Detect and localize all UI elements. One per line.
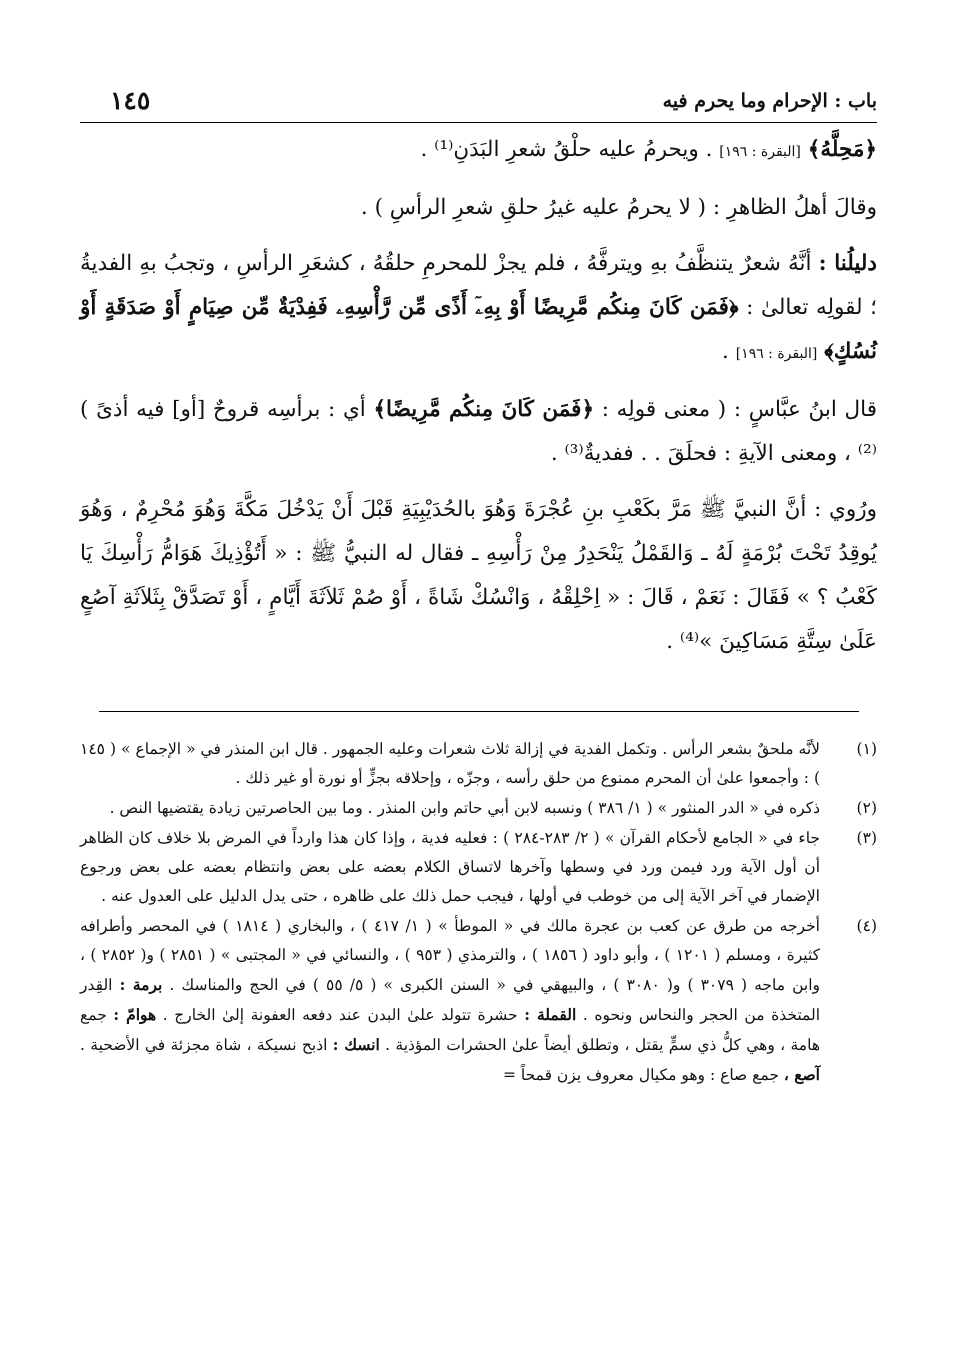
footnote xyxy=(80,794,877,823)
paragraph-2 xyxy=(80,186,877,230)
footnote-text: جاء في « الجامع لأحكام القرآن » ( ٢/ ٢٨٣-٢٨٤ ) : فعليه فدية ، وإذا كان هذا وارداً في المرض بلا خلاف كان الظاهر أن أول الآية ورد فيمن ورد في وسطها وآخرها لاتساق الكلام بعضه على بعض وانتظام بعضه على بعض ورجوع الإضمار في آخر الآية إلى من خوطب في أولها ، فيجب حمل ذلك على ظاهره ، حتى يدل الدليل على العدول عنه . xyxy=(80,829,821,905)
footnote xyxy=(80,824,877,911)
paragraph-1 xyxy=(80,128,877,174)
paragraph-5 xyxy=(80,488,877,664)
gloss-term: آصع ، xyxy=(783,1065,820,1084)
footnote-text: لأنَّه ملحقٌ بشعر الرأس . وتكمل الفدية في إزالة ثلاث شعرات وعليه الجمهور . قال ابن المنذر في « الإجماع » ( ١٤٥ ) : وأجمعوا علىٰ أن المحرم ممنوع من حلق رأسه ، وجزّه ، وإحلاقه بجزٍّ أو نورة أو غير ذلك . xyxy=(80,740,820,787)
paragraph-text: وقالَ أهلُ الظاهرِ : ( لا يحرمُ عليه غيرُ حلقِ شعرِ الرأسِ ) . xyxy=(360,195,877,220)
paragraph-text: أنَّهُ شعرٌ يتنظَّفُ بهِ ويترفَّهُ ، فلم يجزْ للمحرمِ حلقُهُ ، كشعَرِ الرأسِ ، وتجبُ بهِ الفديةُ ؛ لقولِه تعالىٰ : xyxy=(80,251,878,320)
page-number: ١٤٥ xyxy=(110,86,151,115)
gloss-definition: جمع صاع : وهو مكيال معروف يزن قمحاً = xyxy=(502,1066,784,1084)
page-header xyxy=(80,86,877,123)
gloss-term: هوامّ : xyxy=(113,1005,157,1024)
chapter-title: باب : الإحرام وما يحرم فيه xyxy=(662,90,877,112)
verse-reference: [البقرة : ١٩٦] xyxy=(735,346,818,362)
gloss-definition: اذبح نسيكة ، شاة مجزئة في الأضحية . xyxy=(80,1036,333,1054)
footnote xyxy=(80,735,877,793)
footnotes xyxy=(80,735,877,1091)
paragraph-3 xyxy=(80,242,877,376)
main-text xyxy=(80,128,877,676)
quran-verse: ﴿فَمَن كَانَ مِنكُم مَّرِيضًا﴾ xyxy=(373,397,595,422)
footnote-separator xyxy=(99,711,859,712)
gloss-definition: حشرة تتولد علىٰ البدن عند دفعه العفونة إلىٰ الخارج . xyxy=(162,1006,525,1024)
argument-lead: دليلُنا : xyxy=(818,251,878,276)
paragraph-text: . ويحرمُ عليه حلْقُ شعرِ البَدَنِ⁽¹⁾ . xyxy=(420,137,720,162)
gloss-term: القملة : xyxy=(524,1005,577,1024)
footnote-number: (١) xyxy=(856,740,877,758)
quran-verse: ﴿مَحِلَّهُ﴾ xyxy=(807,137,877,162)
verse-reference: [البقرة : ١٩٦] xyxy=(719,144,801,160)
footnote-number: (٢) xyxy=(856,799,877,817)
paragraph-4 xyxy=(80,388,877,476)
footnote-text: ذكره في « الدر المنثور » ( ١/ ٣٨٦ ) ونسبه لابن أبي حاتم وابن المنذر . وما بين الحاصرتين زيادة يقتضيها النص . xyxy=(109,799,820,817)
footnote-number: (٣) xyxy=(856,829,877,847)
gloss-definition: القِدر المتخذة من الحجر والنحاس ونحوه . xyxy=(80,976,821,1024)
paragraph-tail: . xyxy=(722,339,736,364)
hadith-text: ورُوي : أنَّ النبيَّ ﷺ مَرَّ بكَعْبِ بنِ عُجْرَةَ وَهُوَ بالحُدَيْبِيَةِ قَبْلَ أَنْ يَدْخُلَ مَكَّةَ وَهُوَ مُحْرِمٌ ، وَهُوَ يُوقِدُ تَحْتَ بُرْمَةٍ لَهُ ـ وَالقَمْلُ يَنْحَدِرُ مِنْ رَأْسِهِ ـ فقال له النبيُّ ﷺ : « أَتُؤْذِيكَ هَوَامُّ رَأْسِكَ يَا كَعْبُ ؟ » فَقَالَ : نَعَمْ ، قَالَ : « اِحْلِقْهُ ، وَانْسُكْ شَاةً ، أَوْ صُمْ ثَلاَثَةَ أَيَّامٍ ، أَوْ تَصَدَّقْ بِثَلاَثَةِ آصُعٍ عَلَىٰ سِتَّةِ مَسَاكِينَ »⁽⁴⁾ . xyxy=(80,497,877,654)
gloss-term: برمة : xyxy=(119,975,163,994)
footnote-number: (٤) xyxy=(856,917,877,935)
footnote-text: أخرجه من طرق عن كعب بن عجرة مالك في « الموطأ » ( ١/ ٤١٧ ) ، والبخاري ( ١٨١٤ ) في المحصر وأطرافه كثيرة ، ومسلم ( ١٢٠١ ) ، وأبو داود ( ١٨٥٦ ) ، والترمذي ( ٩٥٣ ) ، والنسائي في « المجتبى » ( ٢٨٥١ ) و( ٢٨٥٢ ) ، وابن ماجه ( ٣٠٧٩ ) و( ٣٠٨٠ ) ، والبيهقي في « السنن الكبرى » ( ٥/ ٥٥ ) في الحج والمناسك . xyxy=(80,917,820,994)
footnote xyxy=(80,912,877,1090)
quran-verse: ﴿فَمَن كَانَ مِنكُم مَّرِيضًا أَوْ بِهِۦٓ أَذًى مِّن رَّأْسِهِۦ فَفِدْيَةٌ مِّن صِيَامٍ أَوْ صَدَقَةٍ أَوْ نُسُكٍ﴾ xyxy=(80,295,877,364)
paragraph-text-cont: أي : برأسِه قروحٌ [أو] فيه أذىً )⁽²⁾ ، ومعنى الآيةِ : فحلَقَ . . ففديةٌ⁽³⁾ . xyxy=(80,397,877,466)
paragraph-text: قال ابنُ عبَّاسٍ : ( معنى قولِه : xyxy=(594,397,878,422)
gloss-definition: جمع هامة ، وهي كلُّ ذي سمٍّ يقتل ، وتطلق أيضاً علىٰ الحشرات المؤذية . xyxy=(80,1006,820,1054)
gloss-term: انسك : xyxy=(332,1035,380,1054)
